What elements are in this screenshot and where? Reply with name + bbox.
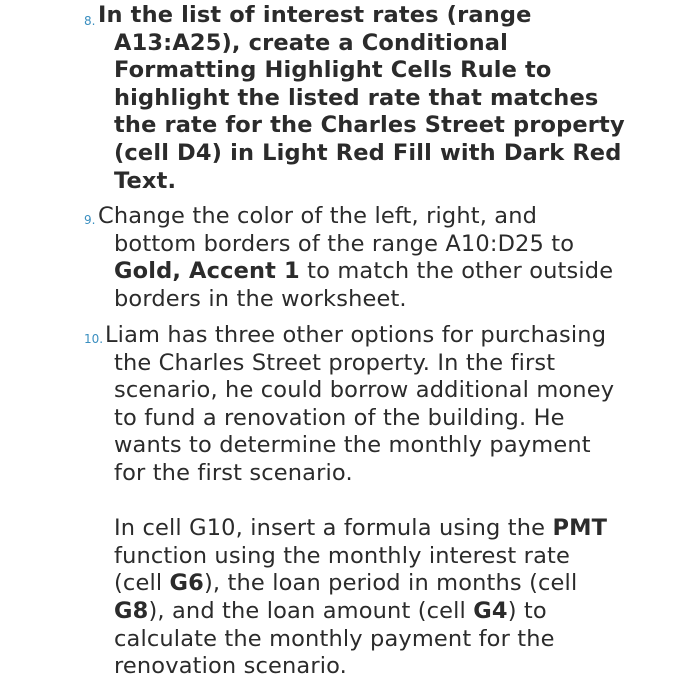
text-line: the Charles Street property. In the first [114, 349, 556, 376]
text-line [105, 598, 685, 626]
text-line: borders in the worksheet. [114, 285, 407, 312]
step-number: 10. [84, 332, 104, 346]
text-line: to fund a renovation of the building. He [114, 404, 565, 431]
text-line: In the list of interest rates (range [98, 2, 532, 28]
text: to match the other outside [299, 258, 614, 285]
text-line: renovation scenario. [114, 653, 347, 680]
text-line: A13:A25), create a Conditional [114, 29, 508, 56]
text-line: wants to determine the monthly payment [114, 432, 591, 459]
text-line: Text. [114, 167, 177, 194]
bold-text: G4 [473, 597, 508, 624]
spacer [105, 488, 685, 516]
text: ), the loan period in months (cell [203, 570, 578, 597]
text: In cell G10, insert a formula using the [114, 515, 553, 542]
step-9-text [98, 203, 678, 313]
text-line: (cell D4) in Light Red Fill with Dark Red [114, 139, 622, 166]
text-line: scenario, he could borrow additional money [114, 377, 615, 404]
step-8-text [98, 2, 678, 195]
text-line [105, 570, 685, 598]
text: (cell [114, 570, 170, 597]
bold-text: PMT [552, 515, 608, 542]
text-line [105, 515, 685, 543]
step-number: 8. [84, 14, 96, 28]
text-line: the rate for the Charles Street property [114, 112, 625, 139]
text: ) to [507, 597, 547, 624]
text: ), and the loan amount (cell [148, 597, 474, 624]
step-10-text [105, 322, 685, 681]
bold-text: Gold, Accent 1 [114, 258, 300, 285]
step-number: 9. [84, 213, 96, 227]
text-line: bottom borders of the range A10:D25 to [114, 230, 575, 257]
text-line [98, 258, 678, 286]
text-line: for the first scenario. [114, 459, 353, 486]
text-line: Liam has three other options for purchasing [105, 322, 607, 348]
text-line: calculate the monthly payment for the [114, 625, 555, 652]
bold-text: G6 [169, 570, 204, 597]
text-line: highlight the listed rate that matches [114, 84, 599, 111]
text-line: Change the color of the left, right, and [98, 203, 538, 229]
bold-text: G8 [114, 597, 149, 624]
text-line: Formatting Highlight Cells Rule to [114, 57, 552, 84]
text-line: function using the monthly interest rate [114, 542, 570, 569]
